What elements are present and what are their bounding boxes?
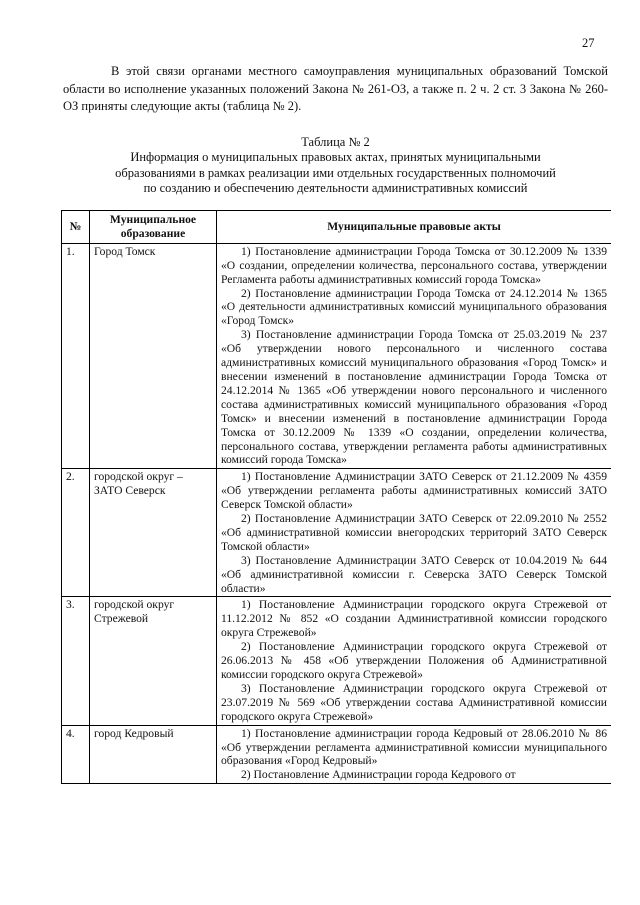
table-row — [62, 469, 612, 597]
legal-act-item: 2) Постановление Администрации городского округа Стрежевой от 26.06.2013 № 458 «Об утверждении Положения об Административной комиссии городского округа Стрежевой» — [221, 640, 607, 681]
municipality-name: городской округ – ЗАТО Северск — [90, 469, 217, 597]
acts-table — [61, 210, 611, 784]
row-number: 2. — [62, 469, 90, 597]
legal-act-item: 2) Постановление администрации Города Томска от 24.12.2014 № 1365 «О деятельности административных комиссий муниципального образования «Город Томск» — [221, 286, 607, 328]
row-number: 4. — [62, 725, 90, 784]
row-number: 1. — [62, 243, 90, 469]
table-body — [62, 243, 612, 783]
legal-act-item: 1) Постановление Администрации городского округа Стрежевой от 11.12.2012 № 852 «О создании Административной комиссии городского округа Стрежевой» — [221, 598, 607, 640]
municipality-name: Город Томск — [90, 243, 217, 469]
intro-paragraph: В этой связи органами местного самоуправления муниципальных образований Томской области во исполнение указанных положений Закона № 261-ОЗ, а также п. 2 ч. 2 ст. 3 Закона № 260-ОЗ приняты следующие акты (таблица № 2). — [63, 64, 608, 113]
legal-act-item: 3) Постановление Администрации ЗАТО Северск от 10.04.2019 № 644 «Об административной комиссии г. Северска ЗАТО Северск Томской области» — [221, 553, 607, 595]
municipality-name: городской округ Стрежевой — [90, 597, 217, 725]
legal-acts-cell — [217, 469, 612, 597]
legal-act-item: 1) Постановление администрации города Кедровый от 28.06.2010 № 86 «Об утверждении регламента административной комиссии муниципального образования «Город Кедровый» — [221, 726, 607, 768]
table-number: Таблица № 2 — [301, 135, 370, 149]
legal-act-item: 3) Постановление администрации Города Томска от 25.03.2019 № 237 «Об утверждении нового персонального и численного состава административных комиссий муниципального образования «Город Томск» и внесении изменений в постановление администрации Города Томска от 24.12.2014 № 1365 «Об утверждении нового персонального и численного состава административных комиссий муниципального образования «Город Томск» и внесении изменений в постановление администрации Города Томска от 30.12.2009 № 1339 «О создании, определении количества, персонального состава, утверждении регламента работы административных комиссий города Томска» — [221, 328, 607, 467]
table-header-row — [62, 211, 612, 244]
legal-act-item: 1) Постановление Администрации ЗАТО Северск от 21.12.2009 № 4359 «Об утверждении регламента работы административных комиссий ЗАТО Северск Томской области» — [221, 470, 607, 512]
table-title-line: образованиями в рамках реализации ими отдельных государственных полномочий — [115, 165, 556, 180]
municipality-name: город Кедровый — [90, 725, 217, 784]
header-legal-acts: Муниципальные правовые акты — [217, 211, 612, 244]
acts-table-container — [61, 210, 611, 890]
header-number: № — [62, 211, 90, 244]
legal-act-item: 2) Постановление Администрации города Кедрового от — [241, 768, 516, 782]
legal-act-item: 2) Постановление Администрации ЗАТО Северск от 22.09.2010 № 2552 «Об административной комиссии внегородских территорий ЗАТО Северск Томской области» — [221, 512, 607, 553]
table-row — [62, 725, 612, 784]
legal-acts-cell — [217, 243, 612, 469]
table-caption — [63, 135, 608, 196]
page-number: 27 — [582, 36, 595, 50]
row-number: 3. — [62, 597, 90, 725]
legal-acts-cell — [217, 597, 612, 725]
legal-act-item: 1) Постановление администрации Города Томска от 30.12.2009 № 1339 «О создании, определении количества, персонального состава, утверждении Регламента работы административных комиссий города Томска» — [221, 244, 607, 286]
header-municipality: Муниципальное образование — [90, 211, 217, 244]
legal-acts-cell — [217, 725, 612, 784]
table-row — [62, 597, 612, 725]
table-title-line: Информация о муниципальных правовых актах, принятых муниципальными — [130, 150, 541, 165]
legal-act-item: 3) Постановление Администрации городского округа Стрежевой от 23.07.2019 № 569 «Об утверждении состава Административной комиссии городского округа Стрежевой» — [221, 681, 607, 723]
table-title-line: по созданию и обеспечению деятельности административных комиссий — [143, 180, 528, 195]
table-row — [62, 243, 612, 469]
